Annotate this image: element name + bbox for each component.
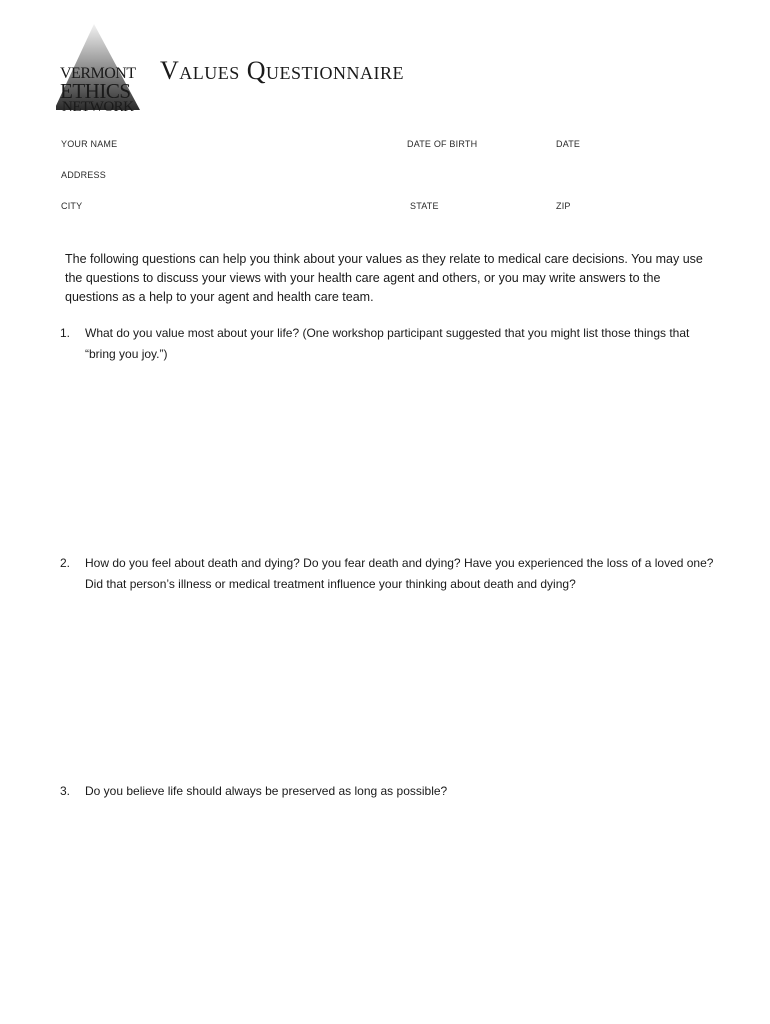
logo-text-network: NETWORK	[62, 99, 134, 115]
state-label: STATE	[410, 201, 439, 211]
city-label: CITY	[61, 201, 83, 211]
question-text: What do you value most about your life? (One workshop participant suggested that you might list those things that “bring you joy.”)	[85, 326, 690, 361]
question-1	[60, 323, 720, 365]
question-text: How do you feel about death and dying? Do you fear death and dying? Have you experienced the loss of a loved one? Did that person’s illness or medical treatment influence your thinking about death and dying?	[85, 556, 714, 591]
question-3	[60, 781, 720, 802]
question-number: 3.	[60, 784, 71, 798]
logo-text-vermont: VERMONT	[60, 65, 136, 82]
address-label: ADDRESS	[61, 170, 106, 180]
date-of-birth-label: DATE OF BIRTH	[407, 139, 478, 149]
your-name-label: YOUR NAME	[61, 139, 118, 149]
question-2	[60, 553, 720, 595]
intro-paragraph: The following questions can help you think about your values as they relate to medical care decisions. You may use the questions to discuss your views with your health care agent and others, or you may write answers to the questions as a help to your agent and health care team.	[65, 252, 703, 304]
question-text: Do you believe life should always be preserved as long as possible?	[85, 784, 448, 798]
zip-label: ZIP	[556, 201, 571, 211]
date-label: DATE	[556, 139, 581, 149]
question-number: 1.	[60, 326, 71, 340]
logo-text-ethics: ETHICS	[60, 79, 131, 103]
vermont-ethics-network-logo	[56, 22, 146, 114]
page-title: Values Questionnaire	[160, 56, 405, 85]
question-number: 2.	[60, 556, 71, 570]
